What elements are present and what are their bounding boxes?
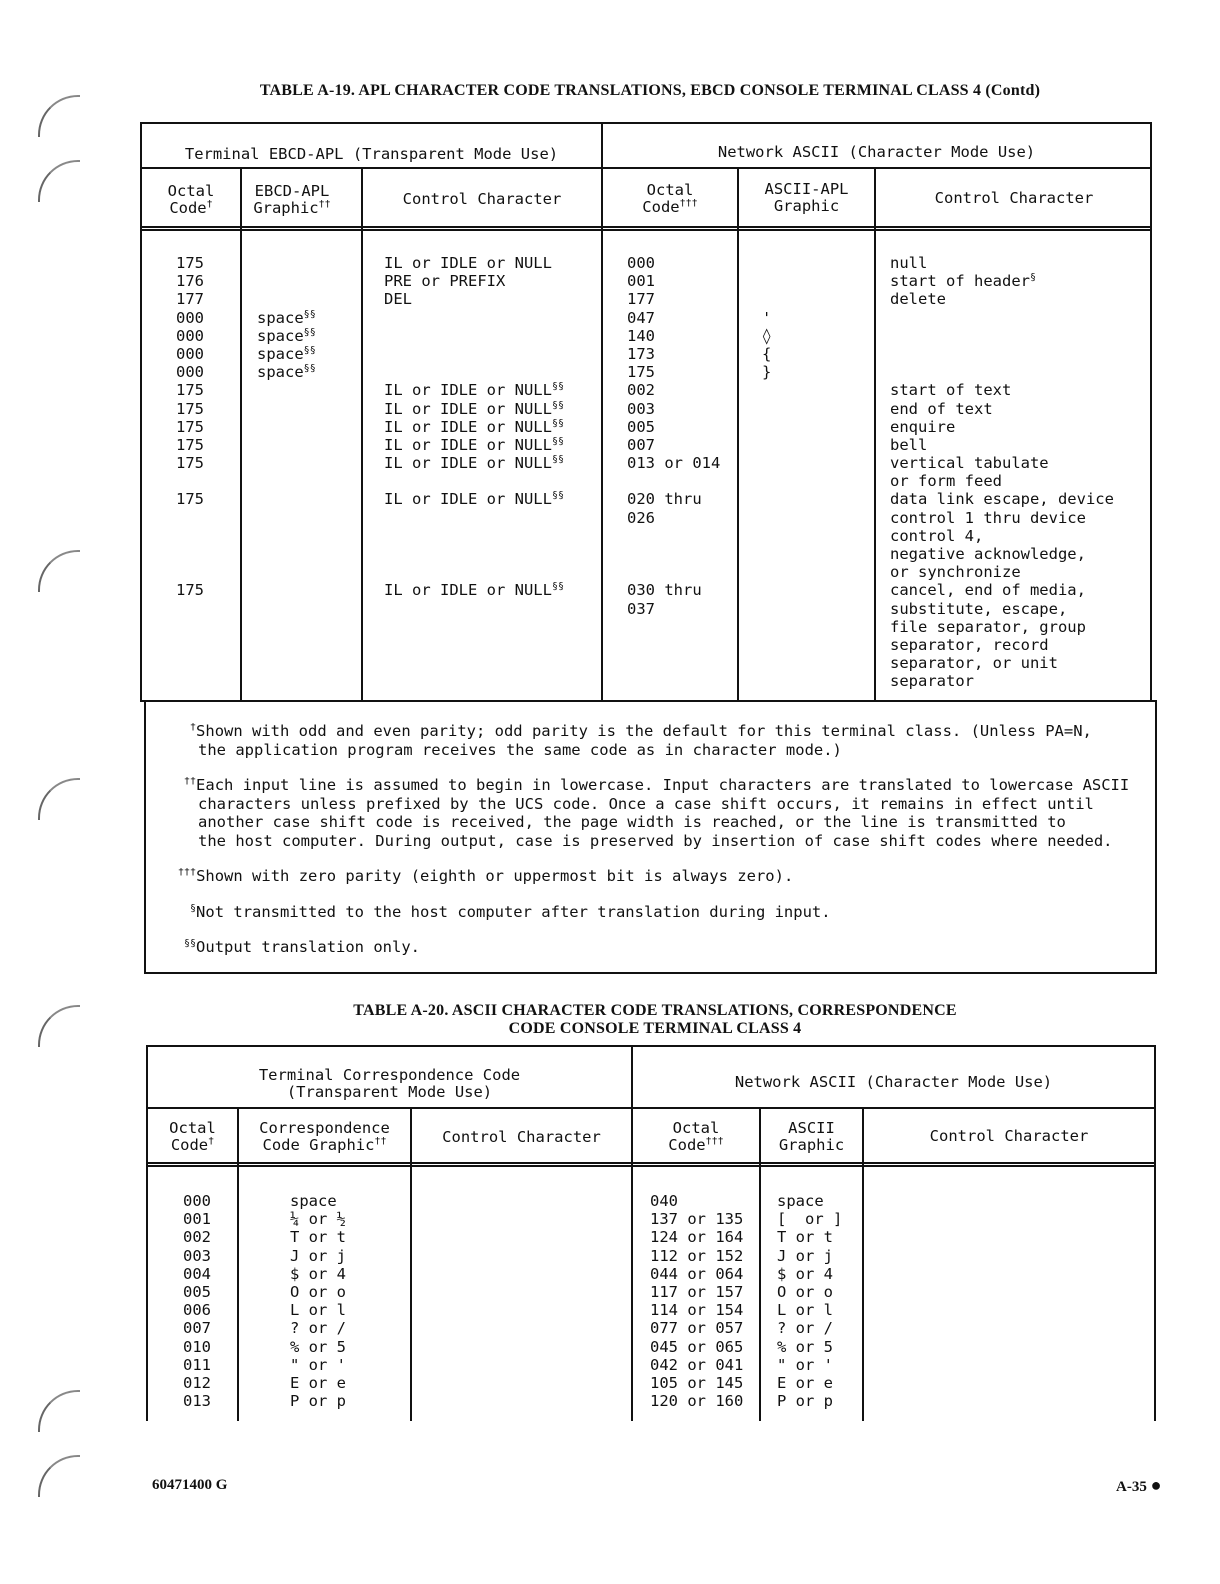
header-text: Octal [672, 1119, 720, 1137]
cell: % or 5 [290, 1337, 346, 1356]
cell [176, 527, 204, 545]
cell: 175 [176, 399, 204, 418]
footnote-mark: §§ [184, 938, 197, 949]
footnote-text: the application program receives the same code as in character mode.) [198, 740, 842, 759]
cell: J or j [777, 1246, 833, 1265]
cell: 175 [176, 435, 204, 454]
binder-mark [38, 160, 80, 202]
header-text: Code [642, 198, 680, 216]
cell: space [290, 1192, 337, 1210]
cell [384, 472, 564, 490]
cell: 105 or 145 [650, 1373, 744, 1392]
cell [762, 563, 771, 581]
cell: 000 [176, 344, 204, 363]
footnote [178, 938, 1138, 957]
divider [631, 1045, 633, 1421]
divider [140, 167, 1152, 169]
col-header-ebcd-graphic: EBCD-APL Graphic†† [242, 183, 342, 217]
cell: space§§ [257, 363, 316, 382]
footnote-text: characters unless prefixed by the UCS code. Once a case shift occurs, it remains in effect until [198, 794, 1094, 813]
cell: 112 or 152 [650, 1246, 744, 1265]
cell [762, 272, 771, 290]
cell [762, 581, 771, 599]
cell [890, 309, 1114, 327]
column-control [384, 254, 564, 600]
cell [890, 363, 1114, 381]
cell [762, 400, 771, 418]
cell: file separator, group [890, 617, 1086, 636]
cell: 175 [176, 490, 204, 509]
col-header-control-2: Control Character [929, 1127, 1089, 1145]
cell: IL or IDLE or NULL§§ [384, 454, 565, 473]
cell [257, 509, 316, 527]
cell [257, 290, 316, 308]
cell: " or ' [290, 1355, 346, 1374]
header-text: (Transparent Mode Use) [286, 1083, 493, 1101]
col-header-octal-code: Octal Code† [142, 183, 240, 217]
header-text: ASCII [788, 1119, 835, 1137]
cell: start of text [890, 381, 1012, 400]
cell: or synchronize [890, 563, 1021, 582]
cell: 011 [183, 1355, 211, 1374]
cell: IL or IDLE or NULL§§ [384, 490, 565, 509]
cell [257, 418, 316, 436]
cell: ' [762, 308, 772, 327]
cell: 140 [627, 326, 655, 345]
cell [384, 509, 564, 527]
cell: control 4, [890, 526, 984, 545]
cell: [ or ] [777, 1210, 843, 1229]
cell [384, 527, 564, 545]
cell: 007 [627, 435, 655, 454]
cell: 006 [183, 1301, 211, 1320]
cell: ? or / [777, 1319, 833, 1338]
header-text: Code [170, 1136, 209, 1154]
divider [759, 1107, 761, 1421]
cell: 173 [627, 344, 655, 363]
cell: enquire [890, 417, 956, 436]
footnote-text: Not transmitted to the host computer after translation during input. [196, 902, 831, 921]
title-line: TABLE A-20. ASCII CHARACTER CODE TRANSLATIONS, CORRESPONDENCE [353, 1002, 957, 1019]
cell [257, 563, 316, 581]
cell [384, 545, 564, 563]
cell: separator, record [890, 635, 1049, 654]
cell [890, 345, 1114, 363]
cell: separator, or unit [890, 654, 1058, 673]
cell: 077 or 057 [650, 1319, 744, 1338]
cell: 175 [627, 363, 655, 382]
divider [237, 1107, 239, 1421]
cell: DEL [384, 290, 412, 309]
cell: delete [890, 290, 946, 309]
page-number-text: A-35 [1116, 1479, 1147, 1495]
cell [257, 490, 316, 508]
cell: { [762, 344, 772, 363]
table-a20-title [260, 1002, 1050, 1038]
cell: null [890, 254, 928, 272]
cell: 000 [627, 254, 655, 272]
cell: $ or 4 [777, 1264, 833, 1283]
cell: 114 or 154 [650, 1301, 744, 1320]
cell: 002 [183, 1228, 211, 1247]
cell: 042 or 041 [650, 1355, 744, 1374]
header-text: Graphic [778, 1136, 845, 1154]
cell: 010 [183, 1337, 211, 1356]
cell: 040 [650, 1192, 678, 1210]
cell: space§§ [257, 326, 316, 345]
header-text: ASCII-APL [764, 180, 849, 198]
cell [762, 381, 771, 399]
cell: IL or IDLE or NULL§§ [384, 381, 565, 400]
cell: T or t [290, 1228, 346, 1247]
page-number: A-35 ● [1116, 1475, 1162, 1495]
column-octal-2 [650, 1192, 743, 1410]
cell: 117 or 157 [650, 1282, 744, 1301]
cell: P or p [290, 1392, 346, 1411]
cell [384, 345, 564, 363]
cell: ¼ or ½ [290, 1210, 346, 1229]
col-header-control-2: Control Character [934, 189, 1094, 207]
cell: data link escape, device [890, 490, 1114, 509]
column-corr-graphic [290, 1192, 346, 1410]
binder-mark [38, 550, 80, 592]
cell: 007 [183, 1319, 211, 1338]
divider [874, 167, 876, 702]
cell: % or 5 [777, 1337, 833, 1356]
header-text: Octal [169, 1119, 216, 1137]
col-header-octal-code-2: Octal Code††† [633, 1120, 759, 1154]
cell: 020 thru [627, 490, 702, 509]
cell: 001 [183, 1210, 211, 1229]
footnote [178, 722, 1138, 759]
cell: 037 [627, 599, 655, 618]
cell: O or o [290, 1282, 346, 1301]
binder-mark [38, 1390, 80, 1432]
cell: 175 [176, 381, 204, 400]
cell [257, 400, 316, 418]
cell [176, 563, 204, 581]
column-octal [183, 1192, 211, 1410]
footnote-text: Output translation only. [196, 938, 421, 956]
cell: space§§ [257, 308, 316, 327]
cell [257, 581, 316, 599]
group-header-network-2: Network ASCII (Character Mode Use) [734, 1073, 1053, 1091]
cell: 005 [627, 417, 655, 436]
cell: 005 [183, 1282, 211, 1301]
footnote [178, 903, 1138, 922]
cell: " or ' [777, 1355, 833, 1374]
cell: 177 [627, 290, 655, 309]
divider [146, 1162, 1156, 1167]
cell [627, 527, 720, 545]
cell: 004 [183, 1264, 211, 1283]
cell: 175 [176, 454, 204, 473]
cell [257, 454, 316, 472]
cell [257, 527, 316, 545]
footnote-text: another case shift code is received, the page width is reached, or the line is transmitted to [198, 813, 1066, 831]
cell [257, 545, 316, 563]
header-text: Graphic [773, 197, 840, 215]
cell [176, 509, 204, 527]
divider [862, 1107, 864, 1421]
cell: 175 [176, 417, 204, 436]
cell [257, 254, 316, 272]
cell [384, 563, 564, 581]
header-text: EBCD-APL [254, 182, 330, 200]
column-ascii-apl [762, 254, 771, 600]
cell [257, 381, 316, 399]
cell [890, 327, 1114, 345]
cell [627, 563, 720, 581]
footnote-mark: †† [184, 776, 197, 787]
footnote-text: Each input line is assumed to begin in lowercase. Input characters are translated to lowercase ASCII [196, 776, 1130, 794]
header-text: Code [668, 1136, 706, 1154]
footnote-text: Shown with odd and even parity; odd parity is the default for this terminal class. (Unless PA=N, [196, 722, 1092, 740]
binder-mark [38, 778, 80, 820]
cell: substitute, escape, [890, 599, 1068, 618]
document-number: 60471400 G [152, 1477, 228, 1493]
cell: } [762, 363, 772, 382]
cell: L or l [777, 1301, 833, 1320]
cell: 000 [176, 308, 204, 327]
divider [410, 1107, 412, 1421]
cell: IL or IDLE or NULL§§ [384, 399, 565, 418]
cell [762, 436, 771, 454]
col-header-corr-graphic: Correspondence Code Graphic†† [239, 1120, 410, 1154]
col-header-octal-code: Octal Code† [148, 1120, 237, 1154]
footnote [178, 867, 1138, 886]
col-header-ascii-graphic [761, 1120, 862, 1154]
footnote-mark: † [190, 722, 197, 733]
cell: 012 [183, 1373, 211, 1392]
cell: 000 [176, 326, 204, 345]
cell: 000 [176, 363, 204, 382]
cell: start of header§ [890, 272, 1037, 291]
cell: $ or 4 [290, 1264, 346, 1283]
cell: negative acknowledge, [890, 545, 1086, 563]
column-ascii-graphic [777, 1192, 842, 1410]
cell: 175 [176, 581, 204, 600]
cell: or form feed [890, 472, 1002, 491]
col-header-octal-code-2: Octal Code††† [603, 182, 737, 216]
cell: IL or IDLE or NULL§§ [384, 417, 565, 436]
cell: 175 [176, 254, 204, 272]
cell: 137 or 135 [650, 1210, 744, 1229]
cell [384, 327, 564, 345]
cell [762, 454, 771, 472]
cell [257, 472, 316, 490]
header-text: Code Graphic [262, 1136, 375, 1154]
cell: space§§ [257, 344, 316, 363]
header-text: Terminal Correspondence Code [258, 1066, 521, 1084]
binder-mark [38, 95, 80, 137]
col-header-control: Control Character [442, 1128, 601, 1146]
footnote-mark: ††† [178, 867, 197, 878]
title-line: CODE CONSOLE TERMINAL CLASS 4 [508, 1020, 802, 1037]
cell [257, 272, 316, 290]
cell: 026 [627, 508, 655, 527]
cell: L or l [290, 1301, 346, 1320]
cell: 000 [183, 1192, 211, 1210]
header-text: Code [169, 199, 207, 217]
divider [140, 226, 1152, 231]
cell: control 1 thru device [890, 508, 1086, 527]
cell [762, 254, 771, 272]
footnote-mark: § [190, 902, 197, 914]
col-header-ascii-apl [739, 181, 874, 215]
cell: ◊ [762, 326, 772, 345]
cell: 001 [627, 272, 655, 291]
cell: T or t [777, 1228, 833, 1247]
group-header-terminal: Terminal EBCD-APL (Transparent Mode Use) [184, 145, 559, 163]
cell: E or e [777, 1373, 833, 1392]
cell: IL or IDLE or NULL§§ [384, 581, 565, 600]
cell: 003 [627, 399, 655, 418]
cell: 177 [176, 290, 204, 309]
group-header-network: Network ASCII (Character Mode Use) [717, 143, 1036, 161]
divider [737, 167, 739, 702]
binder-mark [38, 1455, 80, 1497]
column-ebcd-graphic [257, 254, 316, 600]
cell: ? or / [290, 1319, 346, 1338]
cell: 176 [176, 272, 204, 291]
cell: end of text [890, 399, 993, 418]
cell [762, 290, 771, 308]
cell: P or p [777, 1392, 833, 1411]
header-text: Correspondence [259, 1119, 390, 1137]
cell: 002 [627, 381, 655, 400]
cell: 030 thru [627, 581, 702, 600]
header-text: Graphic [253, 199, 319, 217]
cell: J or j [290, 1246, 346, 1265]
cell: separator [890, 672, 974, 691]
cell: 124 or 164 [650, 1228, 744, 1247]
cell: 045 or 065 [650, 1337, 744, 1356]
cell [762, 418, 771, 436]
table-a19-notes [178, 722, 1138, 974]
cell: IL or IDLE or NULL [384, 254, 552, 272]
footnote [178, 776, 1138, 850]
cell [762, 545, 771, 563]
binder-mark [38, 1005, 80, 1047]
cell: 120 or 160 [650, 1392, 744, 1411]
cell [176, 545, 204, 563]
column-octal-2 [627, 254, 720, 618]
cell [384, 363, 564, 381]
cell [627, 472, 720, 490]
cell: 003 [183, 1246, 211, 1265]
cell: 044 or 064 [650, 1264, 744, 1283]
column-control-2 [890, 254, 1114, 691]
cell: 047 [627, 308, 655, 327]
footnote-text: Shown with zero parity (eighth or uppermost bit is always zero). [196, 867, 794, 885]
divider [146, 1107, 1156, 1109]
cell: bell [890, 435, 928, 454]
group-header-terminal-corr [148, 1067, 631, 1101]
cell: E or e [290, 1373, 346, 1392]
cell: IL or IDLE or NULL§§ [384, 435, 565, 454]
cell: cancel, end of media, [890, 581, 1086, 600]
cell: space [777, 1192, 824, 1210]
header-text: Octal [646, 181, 694, 199]
footnote-text: the host computer. During output, case is preserved by insertion of case shift codes where needed. [198, 831, 1113, 850]
cell: 013 [183, 1392, 211, 1411]
table-a19-title: TABLE A-19. APL CHARACTER CODE TRANSLATIONS, EBCD CONSOLE TERMINAL CLASS 4 (Contd) [259, 82, 1041, 99]
cell: vertical tabulate [890, 454, 1049, 473]
cell [627, 545, 720, 563]
header-text: Octal [167, 182, 215, 200]
cell [176, 472, 204, 490]
cell [384, 309, 564, 327]
col-header-control: Control Character [402, 190, 562, 208]
cell [762, 509, 771, 527]
cell: O or o [777, 1282, 833, 1301]
divider [240, 167, 242, 702]
cell: 013 or 014 [627, 454, 721, 473]
cell [762, 472, 771, 490]
cell [762, 527, 771, 545]
cell: PRE or PREFIX [384, 272, 506, 291]
cell [762, 490, 771, 508]
cell [257, 436, 316, 454]
divider [361, 167, 363, 702]
column-octal [176, 254, 204, 600]
